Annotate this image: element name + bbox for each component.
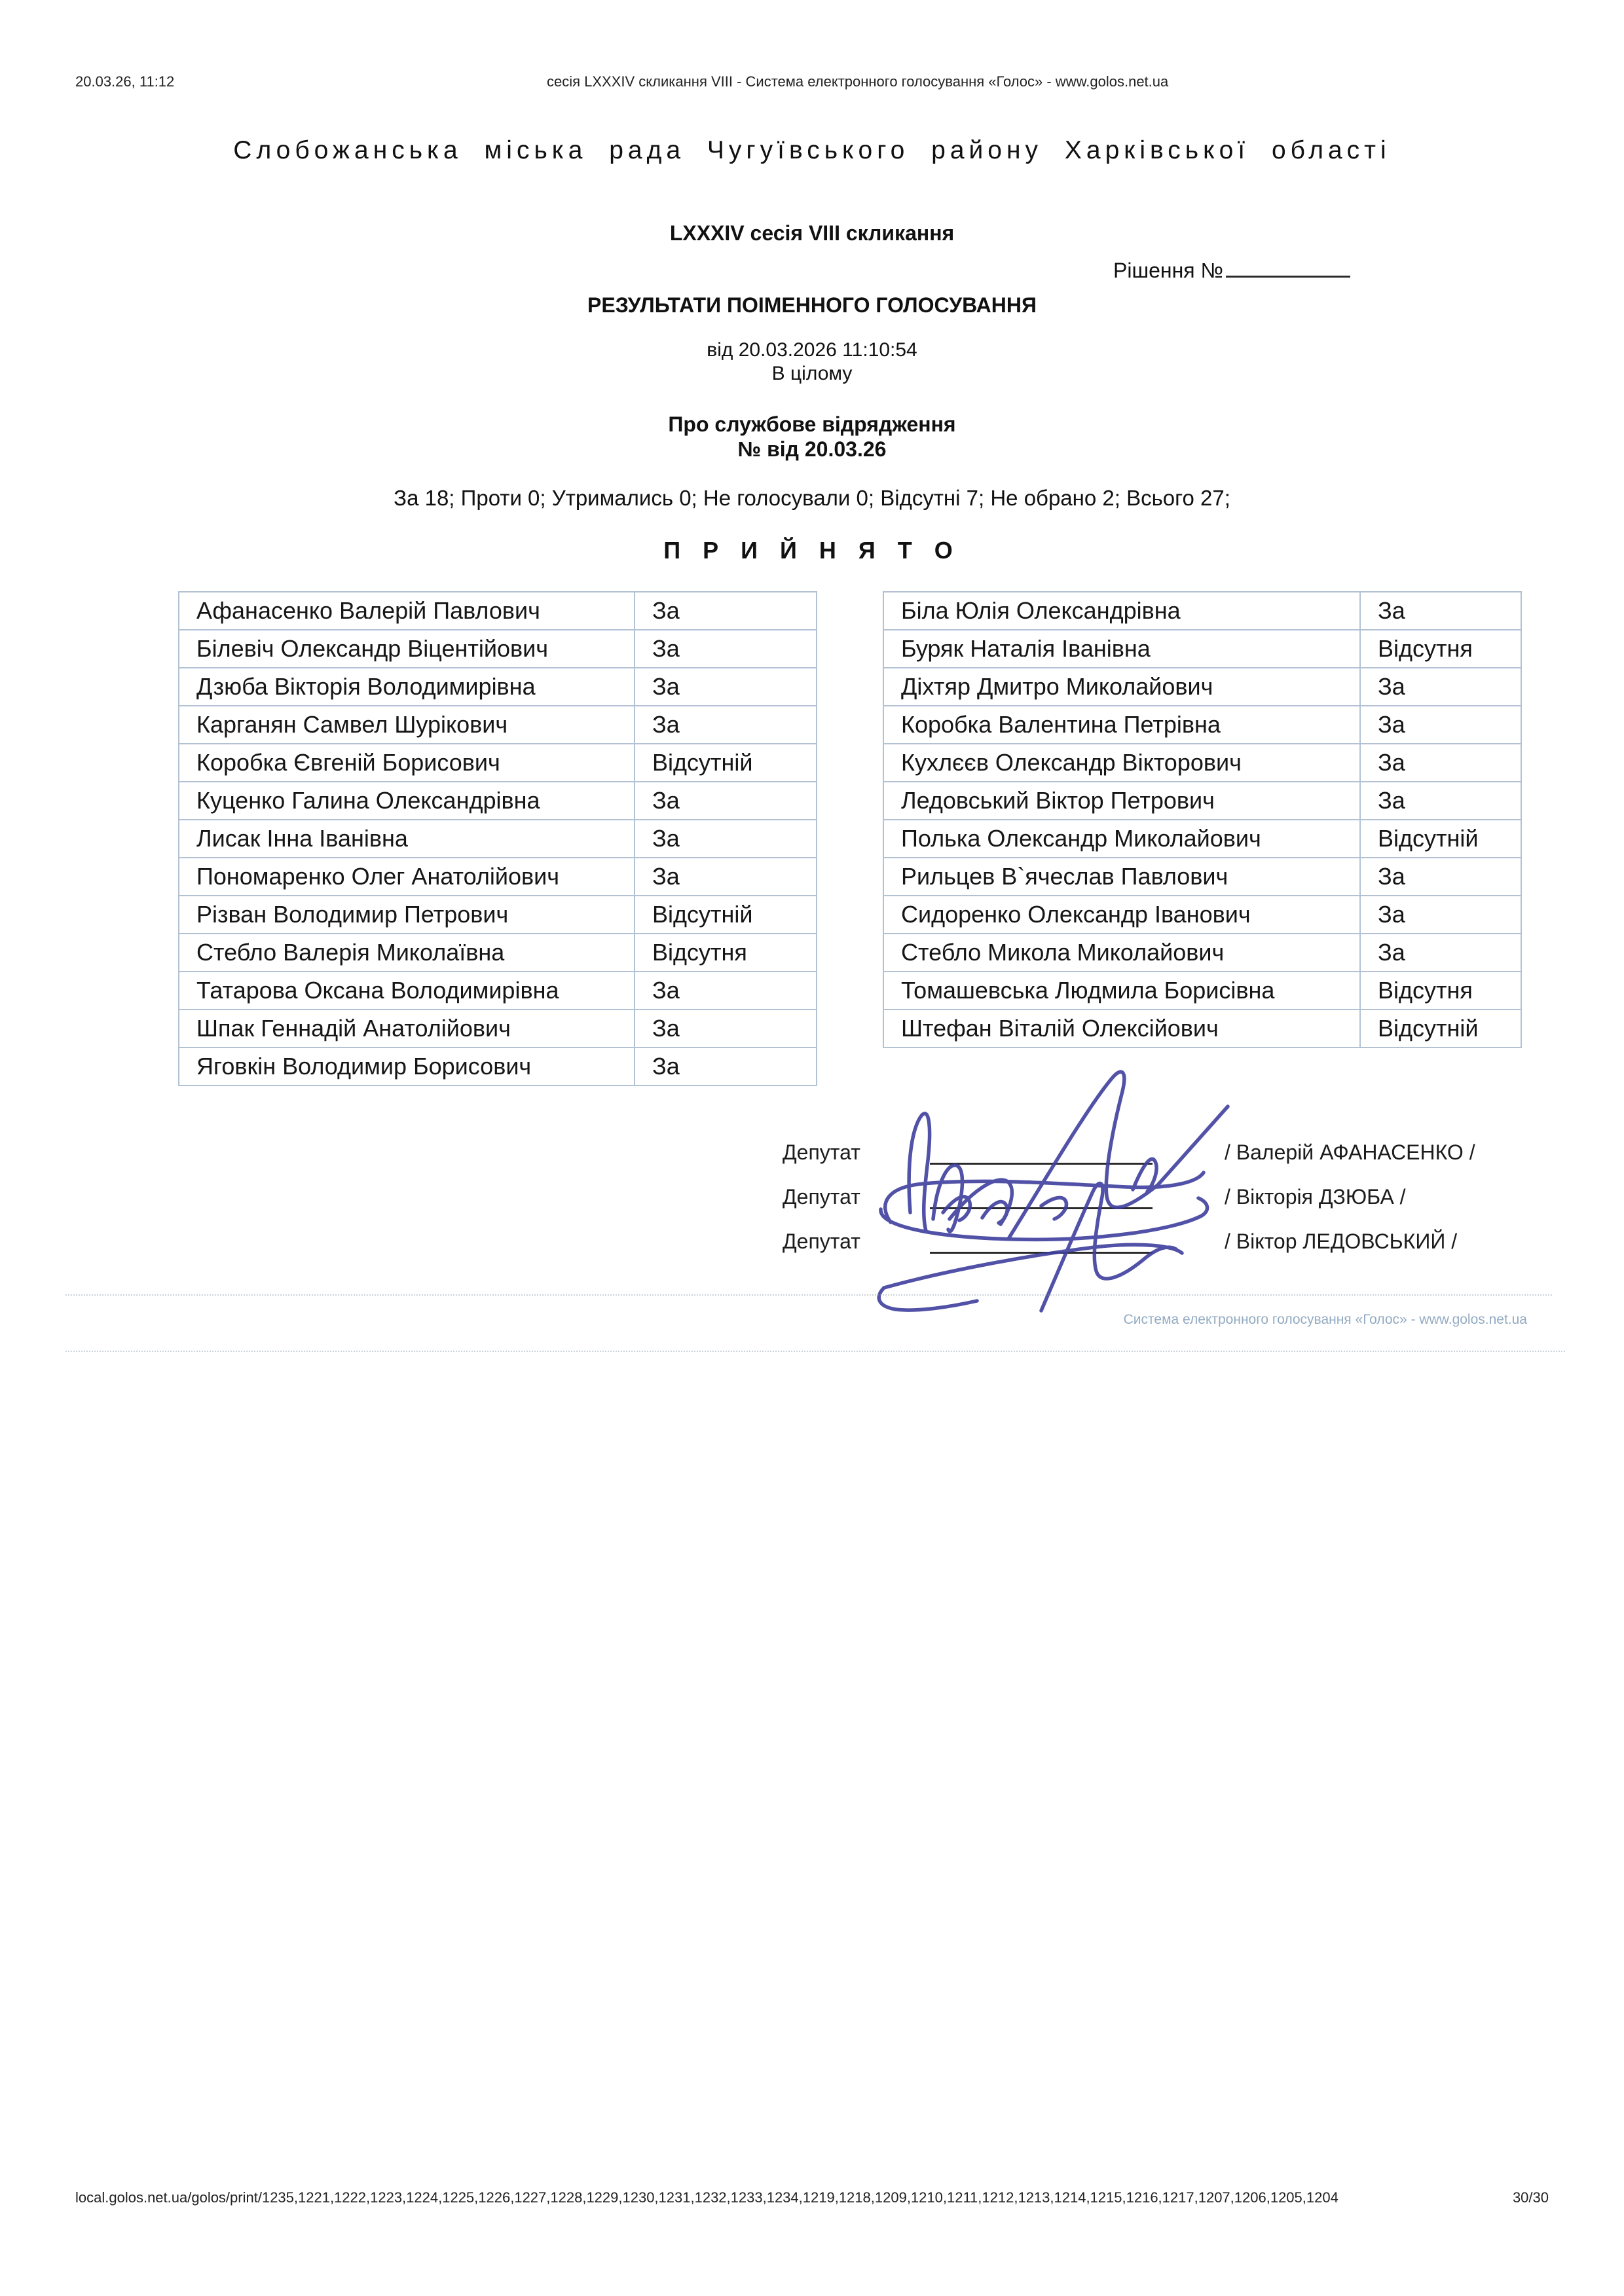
vote-cell: За [1360, 592, 1521, 630]
table-row [179, 934, 817, 972]
decision-block [1113, 252, 1350, 283]
vote-cell: За [635, 972, 817, 1010]
table-row [179, 744, 817, 782]
vote-cell: За [1360, 896, 1521, 934]
deputy-name-cell: Ледовський Віктор Петрович [883, 782, 1360, 820]
table-row [883, 744, 1521, 782]
vote-cell: Відсутня [635, 934, 817, 972]
header-printed-at: 20.03.26, 11:12 [75, 73, 175, 90]
council-title: Слобожанська міська рада Чугуївського району Харківської області [233, 136, 1391, 164]
table-row [179, 1048, 817, 1085]
footer-page-indicator: 30/30 [1512, 2189, 1549, 2206]
deputy-name-cell: Дзюба Вікторія Володимирівна [179, 668, 635, 706]
deputy-name-cell: Томашевська Людмила Борисівна [883, 972, 1360, 1010]
subject-line-1: Про службове відрядження [668, 412, 956, 436]
watermark-text: Система електронного голосування «Голос» - www.golos.net.ua [1123, 1312, 1527, 1327]
deputy-name-cell: Лисак Інна Іванівна [179, 820, 635, 858]
signature-name: / Віктор ЛЕДОВСЬКИЙ / [1225, 1230, 1458, 1253]
table-row [179, 896, 817, 934]
table-row [883, 858, 1521, 896]
table-row [883, 592, 1521, 630]
signature-label: Депутат [783, 1185, 860, 1209]
deputy-name-cell: Сидоренко Олександр Іванович [883, 896, 1360, 934]
footer-url: local.golos.net.ua/golos/print/1235,1221,1222,1223,1224,1225,1226,1227,1228,1229,1230,1231,1232,1233,1234,1219,1218,1209,1210,1211,1212,1213,1214,1215,1216,1217,1207,1206,1205,1204 [75, 2189, 1338, 2206]
vote-cell: За [1360, 782, 1521, 820]
table-row [883, 934, 1521, 972]
signature-name: / Валерій АФАНАСЕНКО / [1225, 1140, 1475, 1164]
vote-table-left [178, 591, 817, 1086]
table-row [883, 972, 1521, 1010]
vote-cell: За [635, 1048, 817, 1085]
signature-ink [845, 1055, 1251, 1317]
table-row [883, 630, 1521, 668]
table-row [179, 782, 817, 820]
vote-cell: Відсутній [1360, 820, 1521, 858]
vote-cell: За [1360, 744, 1521, 782]
decision-blank-line [1226, 252, 1350, 278]
deputy-name-cell: Полька Олександр Миколайович [883, 820, 1360, 858]
vote-cell: За [635, 630, 817, 668]
deputy-name-cell: Афанасенко Валерій Павлович [179, 592, 635, 630]
deputy-name-cell: Штефан Віталій Олексійович [883, 1010, 1360, 1048]
vote-cell: За [635, 1010, 817, 1048]
vote-totals: За 18; Проти 0; Утримались 0; Не голосували 0; Відсутні 7; Не обрано 2; Всього 27; [394, 486, 1230, 510]
vote-cell: За [635, 858, 817, 896]
table-row [883, 896, 1521, 934]
deputy-name-cell: Коробка Євгеній Борисович [179, 744, 635, 782]
table-row [179, 972, 817, 1010]
table-row [179, 668, 817, 706]
deputy-name-cell: Стебло Микола Миколайович [883, 934, 1360, 972]
scan-artifact-line [65, 1351, 1565, 1352]
vote-cell: За [1360, 706, 1521, 744]
signature-name: / Вікторія ДЗЮБА / [1225, 1185, 1406, 1209]
signature-label: Депутат [783, 1140, 860, 1164]
deputy-name-cell: Карганян Самвел Шурікович [179, 706, 635, 744]
table-row [179, 706, 817, 744]
vote-cell: За [635, 782, 817, 820]
vote-cell: За [635, 668, 817, 706]
table-row [179, 858, 817, 896]
vote-scope: В цілому [771, 363, 853, 384]
table-row [179, 1010, 817, 1048]
vote-cell: Відсутній [635, 744, 817, 782]
table-row [883, 706, 1521, 744]
deputy-name-cell: Діхтяр Дмитро Миколайович [883, 668, 1360, 706]
subject-line-2: № від 20.03.26 [737, 437, 887, 461]
vote-cell: За [1360, 668, 1521, 706]
outcome-text: П Р И Й Н Я Т О [663, 537, 961, 564]
results-heading: РЕЗУЛЬТАТИ ПОІМЕННОГО ГОЛОСУВАННЯ [587, 293, 1037, 317]
table-row [883, 668, 1521, 706]
deputy-name-cell: Стебло Валерія Миколаївна [179, 934, 635, 972]
deputy-name-cell: Яговкін Володимир Борисович [179, 1048, 635, 1085]
table-row [179, 592, 817, 630]
table-row [179, 630, 817, 668]
vote-datetime: від 20.03.2026 11:10:54 [707, 339, 917, 361]
deputy-name-cell: Різван Володимир Петрович [179, 896, 635, 934]
vote-table-right [883, 591, 1522, 1048]
vote-cell: За [635, 820, 817, 858]
vote-cell: Відсутній [1360, 1010, 1521, 1048]
vote-cell: Відсутній [635, 896, 817, 934]
deputy-name-cell: Татарова Оксана Володимирівна [179, 972, 635, 1010]
vote-cell: За [1360, 934, 1521, 972]
vote-cell: Відсутня [1360, 630, 1521, 668]
table-row [883, 820, 1521, 858]
deputy-name-cell: Коробка Валентина Петрівна [883, 706, 1360, 744]
scan-artifact-line [65, 1294, 1552, 1296]
table-row [883, 782, 1521, 820]
vote-cell: За [635, 592, 817, 630]
header-doc-title: сесія LXXXIV скликання VIII - Система електронного голосування «Голос» - www.golos.net.ua [547, 73, 1169, 90]
table-row [179, 820, 817, 858]
deputy-name-cell: Куценко Галина Олександрівна [179, 782, 635, 820]
deputy-name-cell: Буряк Наталія Іванівна [883, 630, 1360, 668]
deputy-name-cell: Шпак Геннадій Анатолійович [179, 1010, 635, 1048]
deputy-name-cell: Біла Юлія Олександрівна [883, 592, 1360, 630]
vote-cell: За [1360, 858, 1521, 896]
deputy-name-cell: Пономаренко Олег Анатолійович [179, 858, 635, 896]
deputy-name-cell: Білевіч Олександр Віцентійович [179, 630, 635, 668]
vote-cell: За [635, 706, 817, 744]
table-row [883, 1010, 1521, 1048]
deputy-name-cell: Кухлєєв Олександр Вікторович [883, 744, 1360, 782]
vote-cell: Відсутня [1360, 972, 1521, 1010]
decision-label: Рішення № [1113, 259, 1223, 282]
signature-label: Депутат [783, 1230, 860, 1253]
deputy-name-cell: Рильцев В`ячеслав Павлович [883, 858, 1360, 896]
session-title: LXXXIV сесія VIII скликання [669, 221, 955, 245]
